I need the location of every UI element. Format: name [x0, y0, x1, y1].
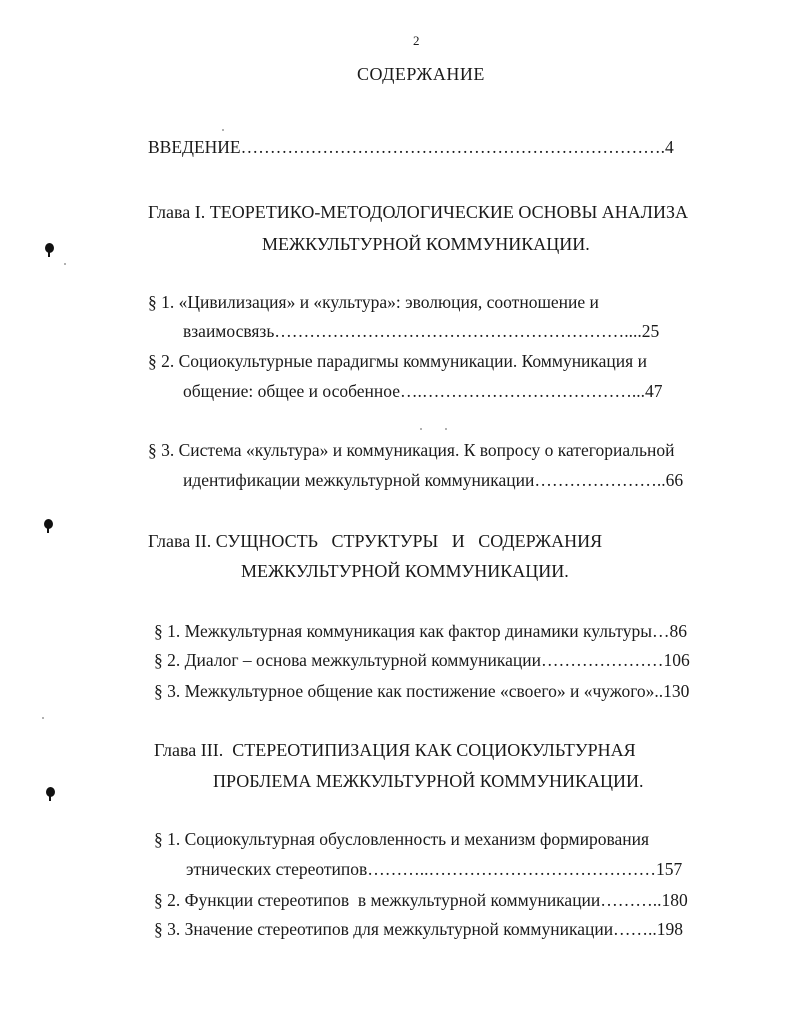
toc-section-1-1-cont[interactable]: взаимосвязь……………………………………………………....25 [183, 321, 660, 341]
toc-section-1-3-cont[interactable]: идентификации межкультурной коммуникации…………………..66 [183, 470, 684, 490]
scan-speck [222, 129, 224, 131]
chapter-2-heading[interactable]: Глава II. СУЩНОСТЬ СТРУКТУРЫ И СОДЕРЖАНИЯ [148, 531, 603, 551]
binder-hole-mark [45, 243, 54, 253]
chapter-3-subheading[interactable]: ПРОБЛЕМА МЕЖКУЛЬТУРНОЙ КОММУНИКАЦИИ. [213, 771, 644, 791]
page-title: СОДЕРЖАНИЕ [357, 64, 485, 84]
scan-speck [64, 263, 66, 265]
chapter-1-subheading[interactable]: МЕЖКУЛЬТУРНОЙ КОММУНИКАЦИИ. [262, 234, 590, 254]
toc-section-2-1[interactable]: § 1. Межкультурная коммуникация как фактор динамики культуры…86 [154, 621, 687, 641]
toc-section-2-2[interactable]: § 2. Диалог – основа межкультурной коммуникации…………………106 [154, 650, 690, 670]
toc-section-1-1[interactable]: § 1. «Цивилизация» и «культура»: эволюция, соотношение и [148, 292, 599, 312]
binder-hole-mark [46, 787, 55, 797]
toc-section-3-1-cont[interactable]: этнических стереотипов………..…………………………………157 [186, 859, 683, 879]
toc-section-3-3[interactable]: § 3. Значение стереотипов для межкультурной коммуникации……..198 [154, 919, 684, 939]
toc-section-3-2[interactable]: § 2. Функции стереотипов в межкультурной коммуникации………..180 [154, 890, 688, 910]
scan-speck [445, 428, 447, 430]
toc-section-3-1[interactable]: § 1. Социокультурная обусловленность и механизм формирования [154, 829, 650, 849]
chapter-1-heading[interactable]: Глава I. ТЕОРЕТИКО-МЕТОДОЛОГИЧЕСКИЕ ОСНОВЫ АНАЛИЗА [148, 202, 689, 222]
toc-section-1-3[interactable]: § 3. Система «культура» и коммуникация. К вопросу о категориальной [148, 440, 675, 460]
binder-hole-mark [44, 519, 53, 529]
toc-section-2-3[interactable]: § 3. Межкультурное общение как постижение «своего» и «чужого»..130 [154, 681, 690, 701]
page-number: 2 [413, 33, 420, 48]
toc-intro[interactable]: ВВЕДЕНИЕ……………………………………………………………….4 [148, 137, 674, 157]
chapter-3-heading[interactable]: Глава III. СТЕРЕОТИПИЗАЦИЯ КАК СОЦИОКУЛЬТУРНАЯ [154, 740, 636, 760]
chapter-2-subheading[interactable]: МЕЖКУЛЬТУРНОЙ КОММУНИКАЦИИ. [241, 561, 569, 581]
toc-section-1-2-cont[interactable]: общение: общее и особенное….………………………………...47 [183, 381, 663, 401]
toc-section-1-2[interactable]: § 2. Социокультурные парадигмы коммуникации. Коммуникация и [148, 351, 647, 371]
scan-speck [42, 717, 44, 719]
scan-speck [420, 428, 422, 430]
